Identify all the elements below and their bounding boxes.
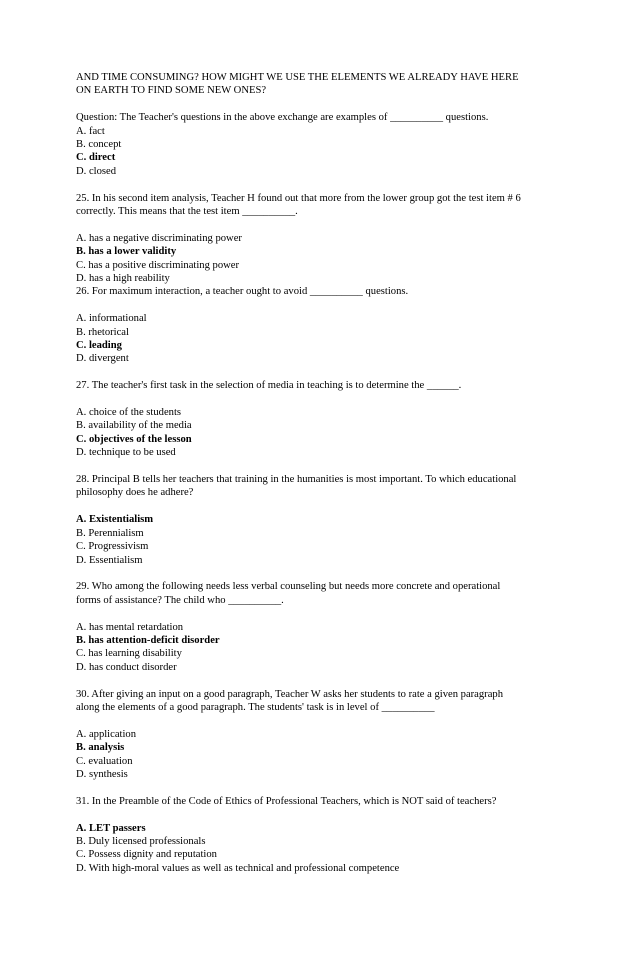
question-stem: 26. For maximum interaction, a teacher ought to avoid __________ questions. [76,286,409,298]
question-30-stem [76,688,618,715]
question-27-stem [76,379,618,392]
question-28-stem [76,473,618,500]
question-stem: 28. Principal B tells her teachers that training in the humanities is most important. To which educational [76,474,517,486]
question-27-options [76,406,618,460]
question-29-options [76,621,618,675]
question-26-options [76,312,618,366]
option-a: A. has mental retardation [76,621,184,633]
question-stem: along the elements of a good paragraph. The students' task is in level of __________ [76,701,435,713]
option-d: D. technique to be used [76,447,176,459]
option-c: C. evaluation [76,755,133,767]
option-d: D. With high-moral values as well as technical and professional competence [76,862,400,874]
option-c: C. Progressivism [76,541,149,553]
question-25-options [76,232,618,286]
question-teacher [76,111,618,178]
option-a: A. fact [76,125,105,137]
option-b-answer: B. has a lower validity [76,246,177,258]
question-stem: philosophy does he adhere? [76,487,194,499]
option-b: B. concept [76,139,122,151]
intro-line: ON EARTH TO FIND SOME NEW ONES? [76,85,267,97]
question-stem: forms of assistance? The child who __________. [76,594,284,606]
option-c-answer: C. leading [76,340,122,352]
option-a-answer: A. LET passers [76,822,146,834]
question-30-options [76,728,618,782]
question-28-options [76,513,618,567]
question-stem: 29. Who among the following needs less verbal counseling but needs more concrete and operational [76,581,501,593]
option-d: D. has conduct disorder [76,661,177,673]
intro-line: AND TIME CONSUMING? HOW MIGHT WE USE THE ELEMENTS WE ALREADY HAVE HERE [76,72,519,83]
question-26-stem [76,285,618,298]
option-b: B. Duly licensed professionals [76,835,206,847]
option-b-answer: B. analysis [76,742,125,754]
option-c-answer: C. objectives of the lesson [76,433,192,445]
option-d: D. synthesis [76,768,128,780]
question-stem: Question: The Teacher's questions in the above exchange are examples of __________ questions. [76,112,489,124]
question-31-options [76,822,618,876]
option-c: C. has learning disability [76,648,182,660]
question-stem: 30. After giving an input on a good paragraph, Teacher W asks her students to rate a given paragraph [76,688,503,700]
question-stem: correctly. This means that the test item __________. [76,206,298,218]
option-b: B. availability of the media [76,420,192,432]
option-c: C. Possess dignity and reputation [76,849,217,861]
intro-paragraph [76,71,618,98]
option-a-answer: A. Existentialism [76,514,154,526]
question-25-stem [76,192,618,219]
option-c: C. has a positive discriminating power [76,259,239,271]
option-c-answer: C. direct [76,152,116,164]
option-a: A. has a negative discriminating power [76,232,242,244]
option-b: B. Perennialism [76,527,144,539]
option-a: A. choice of the students [76,407,182,419]
option-b-answer: B. has attention-deficit disorder [76,634,220,646]
question-29-stem [76,580,618,607]
question-stem: 31. In the Preamble of the Code of Ethics of Professional Teachers, which is NOT said of teachers? [76,795,497,807]
option-d: D. closed [76,165,117,177]
question-stem: 25. In his second item analysis, Teacher H found out that more from the lower group got the test item # 6 [76,192,521,204]
question-31-stem [76,795,618,808]
option-a: A. informational [76,313,147,325]
option-d: D. divergent [76,353,129,365]
option-b: B. rhetorical [76,326,129,338]
option-a: A. application [76,728,137,740]
option-d: D. Essentialism [76,554,143,566]
option-d: D. has a high reability [76,273,170,285]
question-stem: 27. The teacher's first task in the selection of media in teaching is to determine the ______. [76,380,462,392]
